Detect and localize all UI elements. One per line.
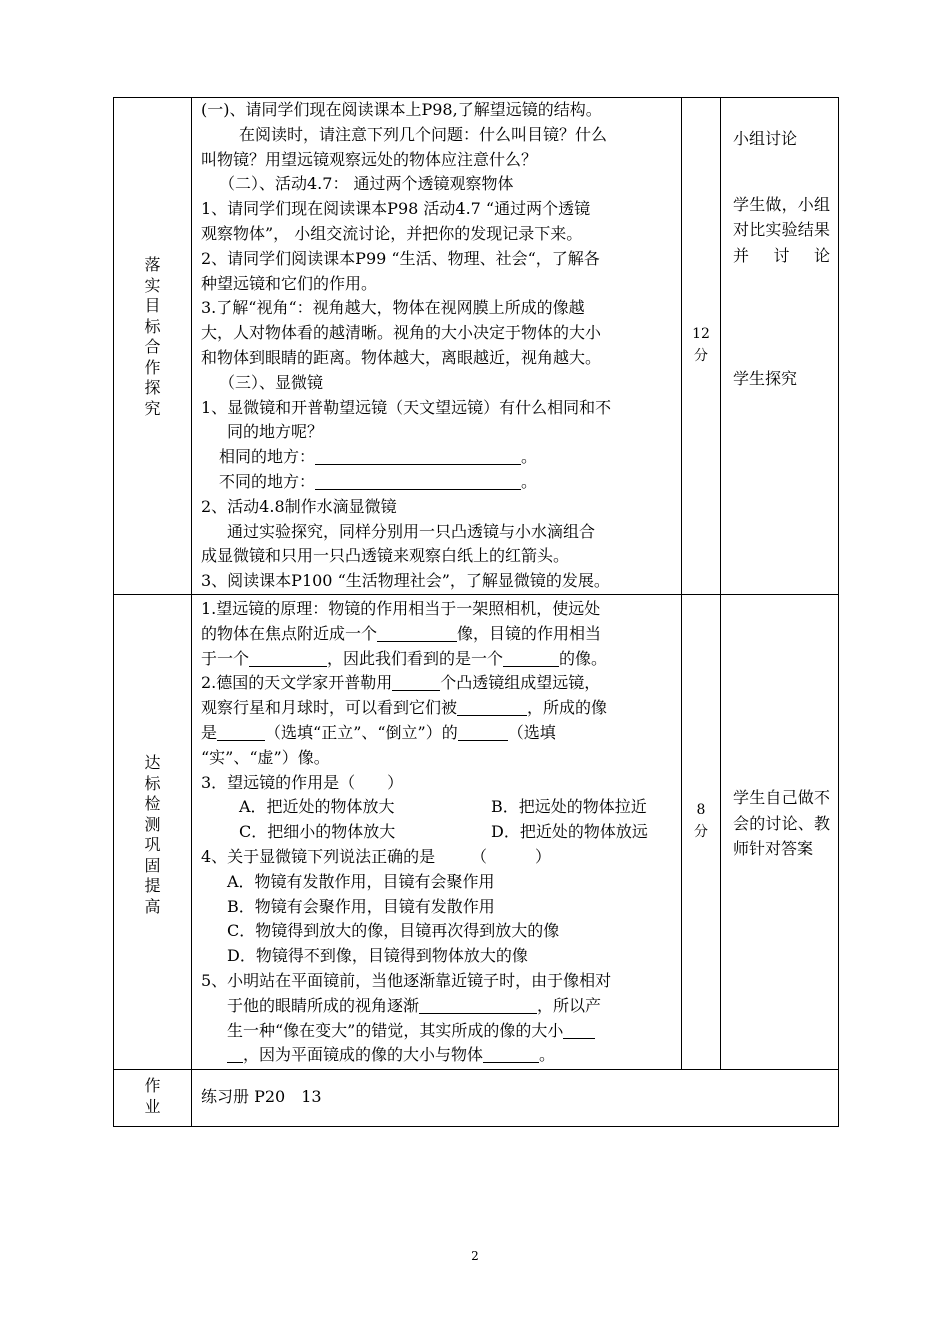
text-line: 在阅读时，请注意下列几个问题：什么叫目镜？什么 xyxy=(239,124,608,144)
text-line: B．物镜有会聚作用，目镜有发散作用 xyxy=(227,896,495,916)
answer-blank xyxy=(249,650,327,667)
time-cell xyxy=(682,98,721,595)
section-label: 达标检测巩固提高 xyxy=(144,753,161,916)
section-label-cell xyxy=(114,595,192,1070)
label: 相同的地方： xyxy=(219,447,316,467)
table-row xyxy=(114,595,839,1070)
text-line: 通过实验探究，同样分别用一只凸透镜与小水滴组合 xyxy=(227,521,596,541)
homework-cell xyxy=(192,1070,839,1127)
answer-blank xyxy=(217,724,265,741)
text-line: （三）、显微镜 xyxy=(219,372,324,392)
punct: 。 xyxy=(521,471,538,491)
text-line: 1.望远镜的原理：物镜的作用相当于一架照相机，使远处 xyxy=(201,599,601,618)
answer-blank xyxy=(483,1046,539,1063)
answer-blank xyxy=(457,699,527,716)
answer-blank xyxy=(315,473,521,490)
text-line: 观察物体”， 小组交流讨论，并把你的发现记录下来。 xyxy=(201,223,583,243)
text-line: 2.德国的天文学家开普勒用 个凸透镜组成望远镜， xyxy=(201,673,601,693)
text-line: 的物体在焦点附近成一个 像，目镜的作用相当 xyxy=(201,623,602,643)
text-line: 同的地方呢？ xyxy=(227,422,324,442)
answer-blank xyxy=(377,625,457,642)
time-value: 8分 xyxy=(694,802,708,840)
table-row xyxy=(114,98,839,595)
text-line: 5、小明站在平面镜前，当他逐渐靠近镜子时，由于像相对 xyxy=(201,970,612,990)
text-line: 叫物镜？用望远镜观察远处的物体应注意什么？ xyxy=(201,149,538,169)
answer-blank xyxy=(392,674,440,691)
text-line: 1、显微镜和开普勒望远镜（天文望远镜）有什么相同和不 xyxy=(201,397,612,417)
homework-text: 练习册 P20 13 xyxy=(201,1087,322,1106)
text-line: 4、关于显微镜下列说法正确的是 （ ） xyxy=(201,846,552,866)
note-text: 学生自己做不会的讨论、教师针对答案 xyxy=(733,788,830,858)
time-cell xyxy=(682,595,721,1070)
text-line: A．把近处的物体放大 B．把远处的物体拉近 xyxy=(239,797,647,817)
answer-blank xyxy=(227,1046,243,1063)
text-line: C．物镜得到放大的像，目镜再次得到放大的像 xyxy=(227,921,560,941)
notes-cell xyxy=(721,595,839,1070)
text-line: 种望远镜和它们的作用。 xyxy=(201,273,378,293)
text-line: (一)、请同学们现在阅读课本上P98,了解望远镜的结构。 xyxy=(201,100,602,119)
text-line: 生一种“像在变大”的错觉，其实所成的像的大小 xyxy=(201,1019,675,1044)
answer-blank xyxy=(503,650,559,667)
notes xyxy=(721,595,838,862)
text-line: 于他的眼睛所成的视角逐渐 ，所以产 xyxy=(227,995,602,1015)
section-label: 作业 xyxy=(144,1076,161,1116)
answer-blank xyxy=(419,997,537,1014)
notes-cell xyxy=(721,98,839,595)
notes xyxy=(721,126,838,392)
text-line: 3.了解“视角“：视角越大，物体在视网膜上所成的像越 xyxy=(201,298,585,318)
note-text: 学生探究 xyxy=(733,369,798,388)
text-line xyxy=(201,445,675,470)
text-line: 1、请同学们现在阅读课本P98 活动4.7 “通过两个透镜 xyxy=(201,199,591,219)
text-line: （二）、活动4.7： 通过两个透镜观察物体 xyxy=(219,174,514,194)
text-line: ，因为平面镜成的像的大小与物体 。 xyxy=(201,1043,675,1068)
text-line: 大，人对物体看的越清晰。视角的大小决定于物体的大小 xyxy=(201,323,602,343)
explore-content xyxy=(192,98,681,594)
punct: 。 xyxy=(521,447,538,467)
text-line: A．物镜有发散作用，目镜有会聚作用 xyxy=(227,871,495,891)
text-line: 和物体到眼睛的距离。物体越大，离眼越近，视角越大。 xyxy=(201,347,602,367)
text-line: 观察行星和月球时，可以看到它们被 ，所成的像 xyxy=(201,698,608,718)
content-cell xyxy=(192,98,682,595)
table-row xyxy=(114,1070,839,1127)
text-line xyxy=(201,470,675,495)
note-text: 小组讨论 xyxy=(733,129,798,148)
section-label-cell xyxy=(114,98,192,595)
answer-blank xyxy=(458,724,508,741)
text-line: 3、阅读课本P100 “生活物理社会”，了解显微镜的发展。 xyxy=(201,571,610,591)
lesson-plan-table xyxy=(113,97,839,1127)
section-label-cell xyxy=(114,1070,192,1127)
text-line: D．物镜得不到像，目镜得到物体放大的像 xyxy=(227,946,528,966)
quiz-content xyxy=(192,595,681,1068)
answer-blank xyxy=(563,1022,595,1039)
text-line: “实”、“虚”）像。 xyxy=(201,747,330,767)
text-line: 于一个 ，因此我们看到的是一个 的像。 xyxy=(201,648,608,668)
text-line: 成显微镜和只用一只凸透镜来观察白纸上的红箭头。 xyxy=(201,546,570,566)
time-value: 12分 xyxy=(692,326,710,364)
text-line: 3．望远镜的作用是（ ） xyxy=(201,772,404,792)
text-line: C．把细小的物体放大 D．把近处的物体放远 xyxy=(239,822,648,842)
text-line: 2、请同学们阅读课本P99 “生活、物理、社会“，了解各 xyxy=(201,248,600,268)
note-text: 学生做，小组对比实验结果并讨论 xyxy=(733,194,830,265)
answer-blank xyxy=(315,448,521,465)
text-line: 是 （选填“正立”、“倒立”）的 （选填 xyxy=(201,722,556,742)
section-label: 落实目标合作探究 xyxy=(144,255,161,418)
page-number: 2 xyxy=(471,1249,479,1263)
text-line: 2、活动4.8制作水滴显微镜 xyxy=(201,496,397,516)
label: 不同的地方： xyxy=(219,471,316,491)
content-cell xyxy=(192,595,682,1070)
